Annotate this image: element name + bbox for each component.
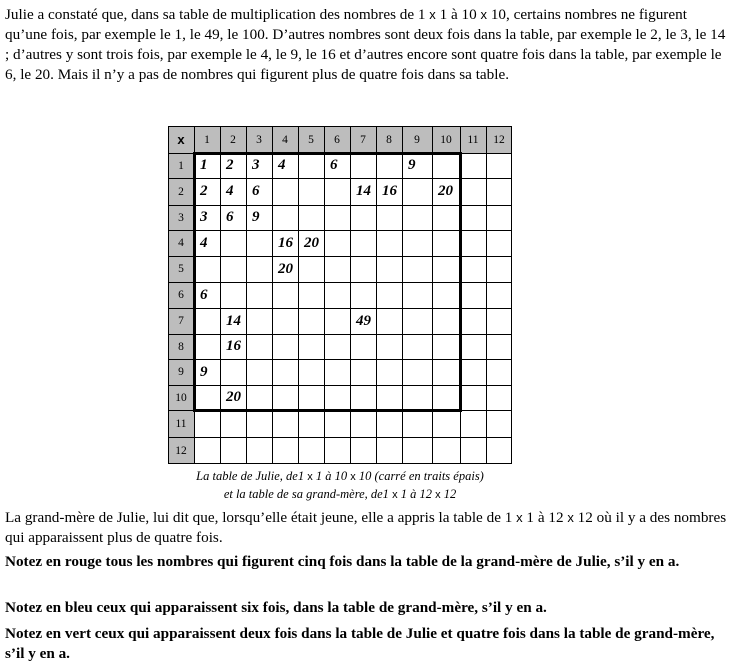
table-cell[interactable]: [432, 359, 460, 385]
table-cell[interactable]: [402, 437, 432, 464]
grid-line: [272, 126, 273, 464]
table-cell[interactable]: [220, 437, 246, 464]
table-cell[interactable]: [376, 308, 402, 334]
table-cell[interactable]: 1: [200, 157, 208, 173]
grid-line: [402, 126, 403, 464]
table-cell[interactable]: [432, 385, 460, 410]
table-cell[interactable]: [324, 282, 350, 308]
table-cell[interactable]: [272, 308, 298, 334]
grid-line: [511, 126, 512, 464]
table-cell[interactable]: [460, 205, 486, 230]
table-cell[interactable]: [432, 230, 460, 256]
table-cell[interactable]: [486, 205, 512, 230]
table-cell[interactable]: 14: [356, 183, 371, 199]
table-cell[interactable]: 14: [226, 312, 241, 329]
table-cell[interactable]: [460, 385, 486, 410]
table-cell[interactable]: [376, 359, 402, 385]
table-cell[interactable]: [460, 308, 486, 334]
table-cell[interactable]: [246, 410, 272, 437]
table-cell[interactable]: [298, 385, 324, 410]
table-cell[interactable]: [486, 153, 512, 178]
table-cell[interactable]: [432, 308, 460, 334]
table-cell[interactable]: 20: [226, 389, 241, 405]
table-cell[interactable]: [298, 410, 324, 437]
table-cell[interactable]: 9: [408, 157, 416, 173]
table-cell[interactable]: [246, 437, 272, 464]
table-cell[interactable]: [194, 410, 220, 437]
table-cell[interactable]: 6: [200, 286, 208, 303]
table-cell[interactable]: [402, 178, 432, 205]
table-cell[interactable]: [298, 308, 324, 334]
instruction-blue: Notez en bleu ceux qui apparaissent six fois, dans la table de grand-mère, s’il y en a.: [5, 599, 547, 616]
row-header: 1: [168, 153, 194, 178]
table-cell[interactable]: [324, 437, 350, 464]
times-sign: x: [435, 489, 441, 501]
table-cell[interactable]: 20: [304, 234, 319, 251]
column-header: 7: [350, 126, 376, 153]
grid-line: [168, 178, 512, 179]
table-cell[interactable]: [324, 359, 350, 385]
table-cell[interactable]: [350, 334, 376, 359]
grid-line: [168, 359, 512, 360]
grid-line: [168, 153, 512, 154]
table-cell[interactable]: [432, 410, 460, 437]
column-header: 9: [402, 126, 432, 153]
caption-text: et la table de sa grand-mère, de1: [223, 487, 393, 501]
intro-paragraph: [5, 5, 727, 85]
table-cell[interactable]: [272, 205, 298, 230]
grid-line: [168, 410, 512, 411]
column-header: 11: [460, 126, 486, 153]
grid-line: [324, 126, 325, 464]
table-cell[interactable]: [460, 256, 486, 282]
instruction-green: Notez en vert ceux qui apparaissent deux fois dans la table de Julie et quatre fois dans la table de grand-mère, s’il y en a.: [5, 625, 715, 662]
grid-line: [168, 282, 512, 283]
table-cell[interactable]: [350, 256, 376, 282]
table-cell[interactable]: [486, 178, 512, 205]
grid-line: [486, 126, 487, 464]
table-cell[interactable]: [246, 256, 272, 282]
table-cell[interactable]: [272, 437, 298, 464]
table-cell[interactable]: [460, 334, 486, 359]
table-cell[interactable]: [194, 308, 220, 334]
grid-line: [298, 126, 299, 464]
column-header: 5: [298, 126, 324, 153]
table-cell[interactable]: [486, 256, 512, 282]
row-header: 8: [168, 334, 194, 359]
column-header: 1: [194, 126, 220, 153]
table-cell[interactable]: [324, 308, 350, 334]
table-cell[interactable]: [376, 256, 402, 282]
table-cell[interactable]: [486, 410, 512, 437]
grid-line: [168, 230, 512, 231]
table-cell[interactable]: 3: [252, 157, 260, 173]
table-cell[interactable]: [460, 359, 486, 385]
caption-text: La table de Julie, de1: [196, 469, 308, 483]
table-cell[interactable]: [194, 437, 220, 464]
table-cell[interactable]: [324, 385, 350, 410]
table-cell[interactable]: 4: [200, 234, 208, 251]
table-cell[interactable]: [350, 282, 376, 308]
table-cell[interactable]: [272, 282, 298, 308]
column-header: 12: [486, 126, 512, 153]
table-cell[interactable]: 20: [278, 260, 293, 277]
table-cell[interactable]: [402, 410, 432, 437]
table-cell[interactable]: [376, 385, 402, 410]
table-cell[interactable]: [324, 334, 350, 359]
table-cell[interactable]: [402, 385, 432, 410]
grid-line: [168, 256, 512, 257]
grandmother-text-3: 12 où il y a des nombres qui apparaissent plus de quatre fois.: [5, 509, 727, 546]
table-cell[interactable]: 9: [200, 363, 208, 380]
table-cell[interactable]: 16: [226, 338, 241, 354]
table-cell[interactable]: [432, 153, 460, 178]
row-header: 3: [168, 205, 194, 230]
table-cell[interactable]: [298, 205, 324, 230]
table-cell[interactable]: [246, 359, 272, 385]
table-cell[interactable]: 6: [330, 157, 338, 173]
table-cell[interactable]: [350, 153, 376, 178]
grandmother-text-1: La grand-mère de Julie, lui dit que, lorsqu’elle était jeune, elle a appris la table de 1: [5, 509, 517, 526]
table-cell[interactable]: [324, 205, 350, 230]
grid-line: [168, 308, 512, 309]
column-header: 4: [272, 126, 298, 153]
table-cell[interactable]: [350, 359, 376, 385]
table-cell[interactable]: [460, 437, 486, 464]
grid-line: [168, 385, 512, 386]
row-header: 12: [168, 437, 194, 464]
table-cell[interactable]: [486, 334, 512, 359]
table-cell[interactable]: [486, 230, 512, 256]
table-cell[interactable]: [376, 153, 402, 178]
grid-line: [168, 126, 512, 127]
grid-line: [376, 126, 377, 464]
table-cell[interactable]: [402, 359, 432, 385]
column-header: 6: [324, 126, 350, 153]
table-cell[interactable]: [298, 282, 324, 308]
table-cell[interactable]: [272, 359, 298, 385]
table-cell[interactable]: [402, 205, 432, 230]
grid-line: [432, 126, 433, 464]
table-cell[interactable]: [402, 282, 432, 308]
caption-text: 12: [440, 487, 457, 501]
table-cell[interactable]: [486, 385, 512, 410]
column-header: 8: [376, 126, 402, 153]
table-cell[interactable]: [486, 359, 512, 385]
table-cell[interactable]: [350, 410, 376, 437]
times-sign: x: [350, 471, 356, 483]
table-cell[interactable]: [298, 334, 324, 359]
table-cell[interactable]: [220, 410, 246, 437]
row-header: 10: [168, 385, 194, 410]
table-cell[interactable]: 2: [226, 157, 234, 173]
instruction-red: Notez en rouge tous les nombres qui figurent cinq fois dans la table de la grand-mère de Julie, s’il y en a.: [5, 553, 680, 570]
table-cell[interactable]: [220, 282, 246, 308]
table-cell[interactable]: 6: [252, 183, 260, 199]
row-header: 5: [168, 256, 194, 282]
column-header: 10: [432, 126, 460, 153]
table-caption-line-2: [168, 485, 512, 504]
table-cell[interactable]: [350, 230, 376, 256]
intro-text-2: 1 à 10: [435, 6, 481, 23]
table-cell[interactable]: [402, 230, 432, 256]
table-cell[interactable]: [324, 410, 350, 437]
table-cell[interactable]: [460, 282, 486, 308]
grid-line: [220, 126, 221, 464]
table-cell[interactable]: [376, 230, 402, 256]
column-header: 2: [220, 126, 246, 153]
table-cell[interactable]: 16: [382, 183, 397, 199]
corner-times-header: x: [168, 126, 194, 153]
table-cell[interactable]: [402, 334, 432, 359]
table-cell[interactable]: [486, 308, 512, 334]
table-cell[interactable]: [376, 410, 402, 437]
table-cell[interactable]: [246, 308, 272, 334]
table-cell[interactable]: [432, 205, 460, 230]
table-cell[interactable]: [486, 437, 512, 464]
grid-line: [194, 126, 195, 464]
row-header: 7: [168, 308, 194, 334]
grid-line: [246, 126, 247, 464]
times-sign: x: [480, 7, 488, 22]
table-cell[interactable]: [432, 282, 460, 308]
grid-line: [168, 334, 512, 335]
table-cell[interactable]: [460, 410, 486, 437]
grid-line: [168, 126, 169, 464]
table-caption-line-1: [168, 467, 512, 486]
table-cell[interactable]: [376, 282, 402, 308]
caption-text: 10 (carré en traits épais): [355, 469, 484, 483]
grid-line: [460, 126, 461, 464]
grid-line: [168, 205, 512, 206]
row-header: 11: [168, 410, 194, 437]
table-cell[interactable]: [298, 256, 324, 282]
table-cell[interactable]: [486, 282, 512, 308]
grandmother-paragraph: [5, 508, 727, 548]
row-header: 9: [168, 359, 194, 385]
times-sign: x: [307, 471, 313, 483]
table-cell[interactable]: [350, 437, 376, 464]
multiplication-table: [168, 126, 512, 464]
caption-text: 1 à 12: [397, 487, 436, 501]
table-cell[interactable]: [432, 437, 460, 464]
table-cell[interactable]: [246, 282, 272, 308]
grandmother-text-2: 1 à 12: [522, 509, 568, 526]
column-header: 3: [246, 126, 272, 153]
intro-text-1: Julie a constaté que, dans sa table de multiplication des nombres de 1: [5, 6, 430, 23]
table-cell[interactable]: [246, 385, 272, 410]
grid-line: [168, 437, 512, 438]
table-cell[interactable]: 20: [438, 183, 453, 199]
table-cell[interactable]: [324, 230, 350, 256]
table-cell[interactable]: 4: [226, 183, 234, 199]
table-cell[interactable]: [272, 334, 298, 359]
table-cell[interactable]: [220, 359, 246, 385]
table-cell[interactable]: [432, 256, 460, 282]
table-cell[interactable]: [376, 205, 402, 230]
table-cell[interactable]: [194, 256, 220, 282]
table-cell[interactable]: 2: [200, 183, 208, 199]
table-cell[interactable]: 49: [356, 312, 371, 329]
row-header: 2: [168, 178, 194, 205]
times-sign: x: [429, 7, 436, 22]
table-cell[interactable]: [220, 230, 246, 256]
times-sign: x: [392, 489, 398, 501]
table-cell[interactable]: [272, 178, 298, 205]
table-cell[interactable]: [376, 334, 402, 359]
table-cell[interactable]: [376, 437, 402, 464]
table-cell[interactable]: [402, 308, 432, 334]
grid-line: [350, 126, 351, 464]
table-cell[interactable]: [246, 334, 272, 359]
row-header: 4: [168, 230, 194, 256]
times-sign: x: [516, 510, 523, 525]
table-cell[interactable]: 16: [278, 234, 293, 251]
table-cell[interactable]: [460, 230, 486, 256]
table-cell[interactable]: [324, 178, 350, 205]
table-cell[interactable]: [272, 410, 298, 437]
table-cell[interactable]: [194, 334, 220, 359]
table-cell[interactable]: 9: [252, 209, 260, 225]
table-cell[interactable]: [350, 385, 376, 410]
table-cell[interactable]: [324, 256, 350, 282]
table-cell[interactable]: 3: [200, 209, 208, 225]
intro-text-3: 10, certains nombres ne figurent qu’une fois, par exemple le 1, le 49, le 100. D’autres nombres sont deux fois dans la table, par exemple le 2, le 3, le 14 ; d’autres y sont trois fois, par exemple le 4, le 9, le 16 et d’autres encore sont quatre fois dans la table, par exemple le 6, le 20. Mais il n’y a pas de nombres qui figurent plus de quatre fois dans sa table.: [5, 6, 726, 83]
table-cell[interactable]: [220, 256, 246, 282]
table-cell[interactable]: [460, 178, 486, 205]
table-cell[interactable]: [298, 153, 324, 178]
table-cell[interactable]: [298, 359, 324, 385]
row-header: 6: [168, 282, 194, 308]
caption-text: 1 à 10: [312, 469, 351, 483]
table-cell[interactable]: [460, 153, 486, 178]
table-cell[interactable]: [402, 256, 432, 282]
table-cell[interactable]: [298, 437, 324, 464]
table-cell[interactable]: [298, 178, 324, 205]
table-cell[interactable]: [432, 334, 460, 359]
table-cell[interactable]: [194, 385, 220, 410]
times-sign: x: [567, 510, 574, 525]
table-cell[interactable]: [272, 385, 298, 410]
table-cell[interactable]: [246, 230, 272, 256]
table-cell[interactable]: 4: [278, 157, 286, 173]
grid-line: [168, 463, 512, 464]
table-cell[interactable]: 6: [226, 209, 234, 225]
table-cell[interactable]: [350, 205, 376, 230]
